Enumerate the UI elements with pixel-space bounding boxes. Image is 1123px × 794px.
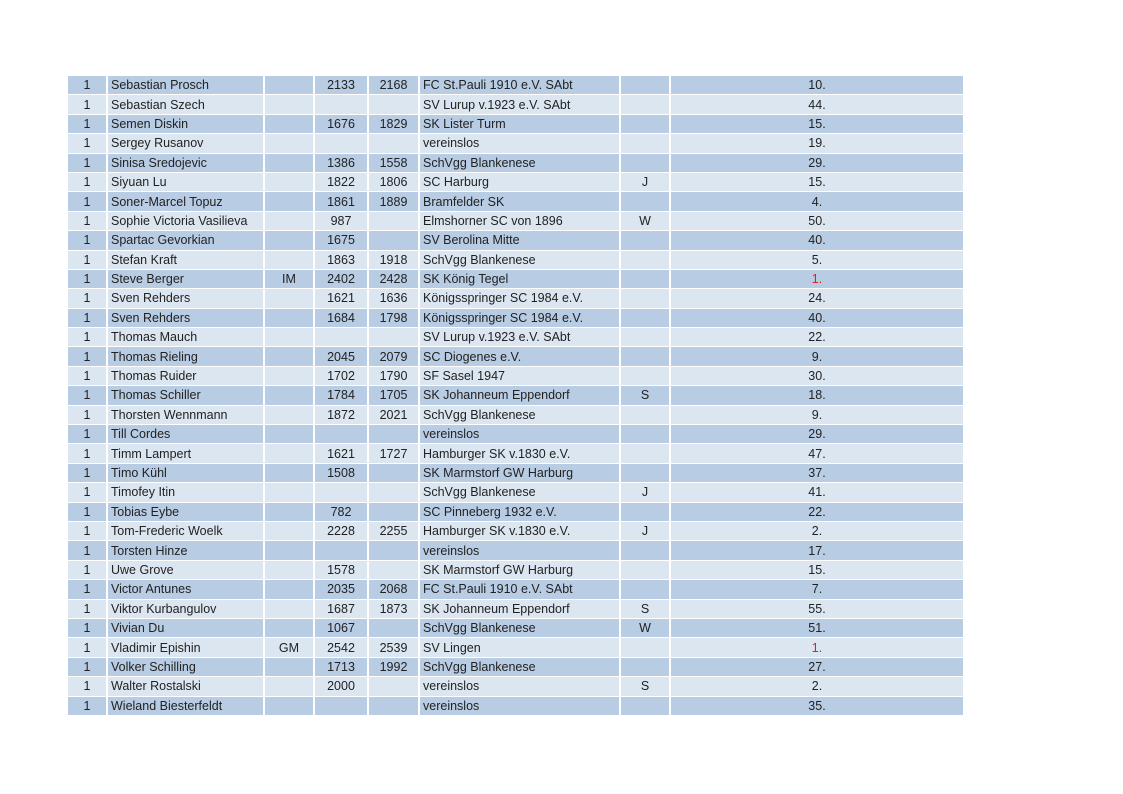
table-row: [68, 503, 965, 522]
cell-category: J: [621, 173, 671, 192]
cell-player-name: Thomas Ruider: [108, 367, 265, 386]
table-row: [68, 289, 965, 308]
cell-rating-2: 1918: [369, 251, 420, 270]
cell-club: SchVgg Blankenese: [420, 406, 621, 425]
cell-category: [621, 76, 671, 95]
cell-rating-1: 1578: [315, 561, 369, 580]
cell-player-name: Thomas Rieling: [108, 347, 265, 366]
cell-club: SV Lurup v.1923 e.V. SAbt: [420, 328, 621, 347]
cell-rating-1: [315, 134, 369, 153]
cell-category: [621, 580, 671, 599]
cell-title: [265, 192, 315, 211]
cell-number: 1: [68, 95, 108, 114]
cell-category: [621, 289, 671, 308]
cell-rating-2: 2255: [369, 522, 420, 541]
cell-category: J: [621, 483, 671, 502]
cell-number: 1: [68, 251, 108, 270]
cell-club: SchVgg Blankenese: [420, 251, 621, 270]
cell-rank: 9.: [671, 347, 965, 366]
cell-number: 1: [68, 658, 108, 677]
cell-rating-2: 2079: [369, 347, 420, 366]
cell-player-name: Thorsten Wennmann: [108, 406, 265, 425]
cell-rank: 40.: [671, 309, 965, 328]
cell-club: SC Diogenes e.V.: [420, 347, 621, 366]
cell-title: [265, 600, 315, 619]
cell-rating-2: 1873: [369, 600, 420, 619]
table-row: [68, 561, 965, 580]
cell-player-name: Steve Berger: [108, 270, 265, 289]
cell-rating-1: 2228: [315, 522, 369, 541]
cell-rating-2: 1790: [369, 367, 420, 386]
cell-number: 1: [68, 580, 108, 599]
cell-title: [265, 367, 315, 386]
table-row: [68, 347, 965, 366]
cell-title: [265, 212, 315, 231]
cell-category: [621, 251, 671, 270]
cell-number: 1: [68, 503, 108, 522]
cell-title: [265, 425, 315, 444]
table-row: [68, 367, 965, 386]
player-table: [68, 76, 965, 716]
cell-number: 1: [68, 444, 108, 463]
cell-rank: 2.: [671, 522, 965, 541]
cell-category: [621, 134, 671, 153]
cell-rating-2: 1829: [369, 115, 420, 134]
cell-player-name: Till Cordes: [108, 425, 265, 444]
table-row: [68, 212, 965, 231]
cell-club: SK König Tegel: [420, 270, 621, 289]
cell-club: SF Sasel 1947: [420, 367, 621, 386]
cell-player-name: Walter Rostalski: [108, 677, 265, 696]
cell-title: [265, 115, 315, 134]
table-row: [68, 522, 965, 541]
cell-rank: 15.: [671, 115, 965, 134]
table-row: [68, 600, 965, 619]
cell-rating-1: 1621: [315, 289, 369, 308]
cell-category: [621, 231, 671, 250]
table-row: [68, 95, 965, 114]
cell-rating-2: 2021: [369, 406, 420, 425]
cell-club: SC Pinneberg 1932 e.V.: [420, 503, 621, 522]
cell-rating-1: 2402: [315, 270, 369, 289]
cell-title: [265, 173, 315, 192]
cell-rating-1: [315, 425, 369, 444]
table-row: [68, 231, 965, 250]
cell-category: S: [621, 677, 671, 696]
cell-category: [621, 406, 671, 425]
cell-rating-1: 1067: [315, 619, 369, 638]
cell-number: 1: [68, 154, 108, 173]
cell-rating-1: 1822: [315, 173, 369, 192]
cell-rating-1: 2000: [315, 677, 369, 696]
cell-category: [621, 464, 671, 483]
cell-title: [265, 309, 315, 328]
cell-rating-2: [369, 134, 420, 153]
cell-number: 1: [68, 425, 108, 444]
cell-rating-1: 1702: [315, 367, 369, 386]
cell-rating-2: 2068: [369, 580, 420, 599]
cell-rating-1: [315, 541, 369, 560]
cell-category: [621, 192, 671, 211]
cell-rating-2: [369, 464, 420, 483]
cell-number: 1: [68, 289, 108, 308]
cell-title: [265, 444, 315, 463]
cell-rank: 47.: [671, 444, 965, 463]
cell-title: [265, 289, 315, 308]
cell-club: Königsspringer SC 1984 e.V.: [420, 289, 621, 308]
cell-player-name: Stefan Kraft: [108, 251, 265, 270]
cell-category: [621, 95, 671, 114]
cell-rating-2: [369, 425, 420, 444]
cell-number: 1: [68, 173, 108, 192]
table-row: [68, 619, 965, 638]
cell-rating-2: 2539: [369, 638, 420, 657]
cell-title: [265, 697, 315, 716]
cell-player-name: Timo Kühl: [108, 464, 265, 483]
cell-player-name: Spartac Gevorkian: [108, 231, 265, 250]
cell-club: Hamburger SK v.1830 e.V.: [420, 522, 621, 541]
cell-club: SchVgg Blankenese: [420, 483, 621, 502]
table-row: [68, 173, 965, 192]
cell-rank: 1.: [671, 270, 965, 289]
table-row: [68, 658, 965, 677]
cell-title: [265, 522, 315, 541]
cell-title: [265, 677, 315, 696]
cell-title: [265, 386, 315, 405]
cell-number: 1: [68, 541, 108, 560]
cell-rank: 30.: [671, 367, 965, 386]
cell-rank: 27.: [671, 658, 965, 677]
cell-number: 1: [68, 76, 108, 95]
cell-club: vereinslos: [420, 541, 621, 560]
cell-rank: 9.: [671, 406, 965, 425]
cell-rating-1: 1863: [315, 251, 369, 270]
cell-rating-1: [315, 483, 369, 502]
table-row: [68, 251, 965, 270]
cell-club: SK Lister Turm: [420, 115, 621, 134]
cell-club: vereinslos: [420, 425, 621, 444]
table-row: [68, 328, 965, 347]
cell-category: [621, 328, 671, 347]
cell-category: [621, 503, 671, 522]
cell-club: FC St.Pauli 1910 e.V. SAbt: [420, 76, 621, 95]
cell-player-name: Sophie Victoria Vasilieva: [108, 212, 265, 231]
cell-rating-1: 1713: [315, 658, 369, 677]
cell-number: 1: [68, 483, 108, 502]
cell-number: 1: [68, 600, 108, 619]
cell-title: [265, 231, 315, 250]
cell-rating-1: 1684: [315, 309, 369, 328]
cell-category: [621, 658, 671, 677]
cell-category: J: [621, 522, 671, 541]
cell-title: [265, 658, 315, 677]
cell-club: vereinslos: [420, 677, 621, 696]
cell-rating-1: 2035: [315, 580, 369, 599]
cell-rating-2: [369, 697, 420, 716]
cell-rank: 18.: [671, 386, 965, 405]
cell-category: [621, 697, 671, 716]
table-row: [68, 425, 965, 444]
cell-number: 1: [68, 464, 108, 483]
cell-rating-1: [315, 697, 369, 716]
cell-player-name: Thomas Schiller: [108, 386, 265, 405]
cell-club: SK Johanneum Eppendorf: [420, 600, 621, 619]
cell-rating-2: [369, 561, 420, 580]
cell-rank: 10.: [671, 76, 965, 95]
cell-number: 1: [68, 270, 108, 289]
cell-category: [621, 309, 671, 328]
cell-number: 1: [68, 406, 108, 425]
cell-title: [265, 328, 315, 347]
cell-category: S: [621, 600, 671, 619]
cell-rank: 2.: [671, 677, 965, 696]
cell-rating-2: [369, 328, 420, 347]
cell-title: [265, 561, 315, 580]
cell-category: [621, 115, 671, 134]
cell-title: [265, 95, 315, 114]
cell-rating-2: 2168: [369, 76, 420, 95]
cell-rank: 40.: [671, 231, 965, 250]
cell-rating-2: [369, 619, 420, 638]
cell-rating-2: 1992: [369, 658, 420, 677]
cell-rank: 24.: [671, 289, 965, 308]
cell-number: 1: [68, 638, 108, 657]
cell-number: 1: [68, 677, 108, 696]
cell-rating-2: 1798: [369, 309, 420, 328]
cell-player-name: Volker Schilling: [108, 658, 265, 677]
cell-title: [265, 154, 315, 173]
table-row: [68, 638, 965, 657]
cell-rank: 22.: [671, 503, 965, 522]
cell-rating-1: [315, 328, 369, 347]
cell-number: 1: [68, 231, 108, 250]
cell-category: [621, 154, 671, 173]
cell-rank: 29.: [671, 154, 965, 173]
cell-title: [265, 134, 315, 153]
cell-player-name: Sinisa Sredojevic: [108, 154, 265, 173]
table-row: [68, 677, 965, 696]
cell-rating-2: [369, 541, 420, 560]
cell-title: [265, 483, 315, 502]
cell-club: SchVgg Blankenese: [420, 154, 621, 173]
table-row: [68, 386, 965, 405]
cell-rating-2: [369, 212, 420, 231]
cell-rank: 29.: [671, 425, 965, 444]
cell-category: [621, 347, 671, 366]
cell-title: IM: [265, 270, 315, 289]
cell-player-name: Sebastian Szech: [108, 95, 265, 114]
cell-rating-1: 1621: [315, 444, 369, 463]
cell-player-name: Tobias Eybe: [108, 503, 265, 522]
cell-club: FC St.Pauli 1910 e.V. SAbt: [420, 580, 621, 599]
cell-player-name: Timm Lampert: [108, 444, 265, 463]
cell-rank: 17.: [671, 541, 965, 560]
cell-rank: 22.: [671, 328, 965, 347]
cell-player-name: Sergey Rusanov: [108, 134, 265, 153]
cell-player-name: Vladimir Epishin: [108, 638, 265, 657]
cell-rating-2: [369, 677, 420, 696]
table-row: [68, 309, 965, 328]
cell-category: W: [621, 619, 671, 638]
cell-rating-1: 1676: [315, 115, 369, 134]
cell-player-name: Sven Rehders: [108, 289, 265, 308]
cell-club: SK Johanneum Eppendorf: [420, 386, 621, 405]
cell-rank: 7.: [671, 580, 965, 599]
cell-category: [621, 270, 671, 289]
cell-rating-1: 1675: [315, 231, 369, 250]
cell-rating-1: 782: [315, 503, 369, 522]
cell-rating-2: 1558: [369, 154, 420, 173]
cell-rank: 19.: [671, 134, 965, 153]
cell-player-name: Wieland Biesterfeldt: [108, 697, 265, 716]
cell-club: SV Lingen: [420, 638, 621, 657]
cell-title: [265, 406, 315, 425]
cell-category: S: [621, 386, 671, 405]
cell-rating-2: 1889: [369, 192, 420, 211]
cell-number: 1: [68, 134, 108, 153]
cell-number: 1: [68, 347, 108, 366]
cell-player-name: Viktor Kurbangulov: [108, 600, 265, 619]
cell-rank: 44.: [671, 95, 965, 114]
cell-club: Königsspringer SC 1984 e.V.: [420, 309, 621, 328]
cell-player-name: Victor Antunes: [108, 580, 265, 599]
cell-rank: 51.: [671, 619, 965, 638]
cell-rating-1: 1508: [315, 464, 369, 483]
cell-club: SV Lurup v.1923 e.V. SAbt: [420, 95, 621, 114]
cell-club: vereinslos: [420, 134, 621, 153]
cell-rank: 15.: [671, 561, 965, 580]
cell-title: [265, 619, 315, 638]
cell-player-name: Soner-Marcel Topuz: [108, 192, 265, 211]
table-row: [68, 115, 965, 134]
cell-title: GM: [265, 638, 315, 657]
cell-rating-1: 2133: [315, 76, 369, 95]
cell-rank: 4.: [671, 192, 965, 211]
cell-title: [265, 503, 315, 522]
cell-category: [621, 367, 671, 386]
cell-club: SchVgg Blankenese: [420, 658, 621, 677]
cell-number: 1: [68, 115, 108, 134]
cell-category: W: [621, 212, 671, 231]
cell-title: [265, 580, 315, 599]
cell-rating-1: 2542: [315, 638, 369, 657]
table-row: [68, 134, 965, 153]
cell-rating-2: 1705: [369, 386, 420, 405]
cell-number: 1: [68, 212, 108, 231]
cell-rating-1: 1687: [315, 600, 369, 619]
cell-number: 1: [68, 386, 108, 405]
table-row: [68, 697, 965, 716]
cell-number: 1: [68, 697, 108, 716]
cell-rank: 37.: [671, 464, 965, 483]
cell-rating-1: 1872: [315, 406, 369, 425]
cell-club: SC Harburg: [420, 173, 621, 192]
cell-club: Bramfelder SK: [420, 192, 621, 211]
cell-player-name: Sven Rehders: [108, 309, 265, 328]
cell-rating-1: 1386: [315, 154, 369, 173]
table-row: [68, 464, 965, 483]
cell-title: [265, 464, 315, 483]
cell-number: 1: [68, 367, 108, 386]
cell-rating-1: 987: [315, 212, 369, 231]
cell-category: [621, 541, 671, 560]
cell-player-name: Timofey Itin: [108, 483, 265, 502]
table-row: [68, 444, 965, 463]
cell-rating-2: 1727: [369, 444, 420, 463]
cell-category: [621, 561, 671, 580]
cell-player-name: Siyuan Lu: [108, 173, 265, 192]
cell-club: Hamburger SK v.1830 e.V.: [420, 444, 621, 463]
cell-club: SK Marmstorf GW Harburg: [420, 464, 621, 483]
cell-category: [621, 444, 671, 463]
cell-number: 1: [68, 619, 108, 638]
cell-rank: 35.: [671, 697, 965, 716]
cell-title: [265, 76, 315, 95]
cell-club: SV Berolina Mitte: [420, 231, 621, 250]
table-row: [68, 541, 965, 560]
cell-title: [265, 541, 315, 560]
cell-category: [621, 425, 671, 444]
player-table-body: [68, 76, 965, 716]
cell-player-name: Uwe Grove: [108, 561, 265, 580]
cell-rank: 50.: [671, 212, 965, 231]
cell-rank: 1.: [671, 638, 965, 657]
cell-rating-1: 1784: [315, 386, 369, 405]
cell-player-name: Tom-Frederic Woelk: [108, 522, 265, 541]
cell-number: 1: [68, 522, 108, 541]
cell-number: 1: [68, 192, 108, 211]
cell-rating-2: [369, 95, 420, 114]
cell-club: Elmshorner SC von 1896: [420, 212, 621, 231]
table-row: [68, 270, 965, 289]
cell-title: [265, 347, 315, 366]
cell-player-name: Torsten Hinze: [108, 541, 265, 560]
cell-rating-1: 1861: [315, 192, 369, 211]
cell-club: SK Marmstorf GW Harburg: [420, 561, 621, 580]
cell-rating-2: 1806: [369, 173, 420, 192]
cell-rating-2: [369, 503, 420, 522]
table-row: [68, 76, 965, 95]
table-row: [68, 192, 965, 211]
cell-player-name: Sebastian Prosch: [108, 76, 265, 95]
table-row: [68, 406, 965, 425]
table-row: [68, 580, 965, 599]
cell-number: 1: [68, 328, 108, 347]
cell-club: SchVgg Blankenese: [420, 619, 621, 638]
table-row: [68, 154, 965, 173]
cell-rank: 15.: [671, 173, 965, 192]
cell-rating-2: 1636: [369, 289, 420, 308]
table-row: [68, 483, 965, 502]
cell-player-name: Vivian Du: [108, 619, 265, 638]
cell-rating-2: [369, 231, 420, 250]
cell-rating-1: [315, 95, 369, 114]
cell-rank: 5.: [671, 251, 965, 270]
cell-category: [621, 638, 671, 657]
cell-player-name: Thomas Mauch: [108, 328, 265, 347]
cell-rating-1: 2045: [315, 347, 369, 366]
cell-rank: 41.: [671, 483, 965, 502]
cell-number: 1: [68, 309, 108, 328]
cell-rank: 55.: [671, 600, 965, 619]
cell-player-name: Semen Diskin: [108, 115, 265, 134]
cell-number: 1: [68, 561, 108, 580]
cell-rating-2: 2428: [369, 270, 420, 289]
cell-rating-2: [369, 483, 420, 502]
cell-title: [265, 251, 315, 270]
cell-club: vereinslos: [420, 697, 621, 716]
